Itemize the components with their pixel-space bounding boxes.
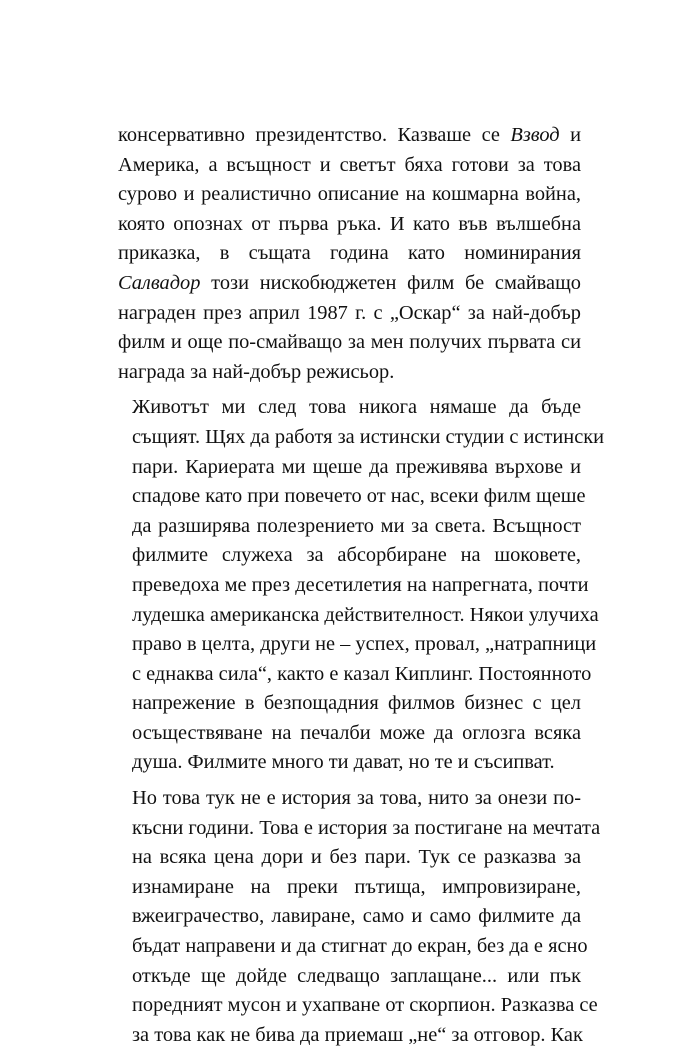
- text-line: [118, 358, 581, 388]
- text-run: лудешка американска действителност. Някои улучиха: [132, 603, 599, 626]
- book-page: [118, 121, 605, 1056]
- text-run: късни години. Това е история за постигане на мечтата: [132, 816, 601, 839]
- text-run: Животът ми след това никога нямаше да бъде: [132, 396, 581, 419]
- text-run: преведоха ме през десетилетия на напрегната, почти: [132, 573, 589, 596]
- text-run: сурово и реалистично описание на кошмарна война,: [118, 183, 581, 206]
- text-line: [118, 719, 581, 749]
- text-line: [118, 423, 605, 453]
- text-run: пари. Кариерата ми щеше да преживява върхове и: [132, 455, 581, 478]
- text-run: вжеиграчество, лавиране, само и само филмите да: [132, 905, 581, 928]
- text-line: [118, 814, 601, 844]
- text-run: Но това тук не е история за това, нито за онези по-: [132, 787, 581, 810]
- text-run: консервативно президентство. Казваше се: [118, 124, 511, 146]
- text-run: филм и още по-смайващо за мен получих първата си: [118, 331, 581, 354]
- text-line: [118, 902, 581, 932]
- text-line: [118, 689, 581, 719]
- text-run: да разширява полезрението ми за света. Всъщност: [132, 514, 581, 537]
- text-run: този нискобюджетен филм бе смайващо: [200, 271, 581, 294]
- text-line: [118, 571, 589, 601]
- text-line: [118, 393, 581, 423]
- text-line: [118, 512, 581, 542]
- text-line: [118, 239, 581, 269]
- text-run: приказка, в същата година като номинирания: [118, 242, 581, 265]
- text-line: [118, 453, 581, 483]
- text-line: [118, 873, 581, 903]
- text-run: награда за най-добър режисьор.: [118, 360, 395, 383]
- text-line: [118, 121, 581, 151]
- italic-title: Салвадор: [118, 271, 201, 294]
- text-line: [118, 601, 599, 631]
- text-line: [118, 784, 581, 814]
- text-line: [118, 482, 586, 512]
- text-line: [118, 328, 581, 358]
- paragraph: [118, 784, 601, 1050]
- text-run: откъде ще дойде следващо заплащане... или пък: [132, 964, 581, 987]
- text-line: [118, 1021, 581, 1051]
- text-run: поредният мусон и ухапване от скорпион. Разказва се: [132, 994, 598, 1017]
- text-line: [118, 269, 581, 299]
- text-run: осъществяване на печалби може да оглозга всяка: [132, 721, 581, 744]
- text-run: бъдат направени и да стигнат до екран, без да е ясно: [132, 935, 588, 958]
- text-run: награден през април 1987 г. с „Оскар“ за най-добър: [118, 301, 581, 324]
- text-line: [118, 180, 581, 210]
- text-line: [118, 962, 581, 992]
- text-line: [118, 151, 581, 181]
- italic-title: Взвод: [510, 124, 560, 146]
- text-line: [118, 748, 581, 778]
- paragraph: [118, 393, 605, 778]
- text-line: [118, 660, 592, 690]
- text-run: която опознах от първа ръка. И като във вълшебна: [118, 212, 581, 235]
- text-line: [118, 541, 581, 571]
- text-run: Америка, а всъщност и светът бяха готови за това: [118, 153, 581, 176]
- text-run: спадове като при повечето от нас, всеки филм щеше: [132, 485, 586, 508]
- text-run: същият. Щях да работя за истински студии с истински: [132, 425, 605, 448]
- text-run: с еднаква сила“, както е казал Киплинг. Постоянното: [132, 662, 592, 685]
- text-line: [118, 299, 581, 329]
- text-run: напрежение в безпощадния филмов бизнес с цел: [132, 692, 581, 715]
- text-run: душа. Филмите много ти дават, но те и съсипват.: [132, 751, 555, 774]
- text-line: [118, 630, 597, 660]
- text-line: [118, 932, 588, 962]
- paragraph: [118, 121, 581, 387]
- text-run: изнамиране на преки пътища, импровизиране,: [132, 875, 581, 898]
- text-run: право в целта, други не – успех, провал, „натрапници: [132, 633, 597, 656]
- text-line: [118, 843, 581, 873]
- text-run: за това как не бива да приемаш „не“ за отговор. Как: [132, 1023, 583, 1046]
- text-line: [118, 210, 581, 240]
- text-run: и: [559, 124, 582, 146]
- text-run: на всяка цена дори и без пари. Тук се разказва за: [132, 846, 581, 869]
- text-line: [118, 991, 598, 1021]
- text-run: филмите служеха за абсорбиране на шоковете,: [132, 544, 581, 567]
